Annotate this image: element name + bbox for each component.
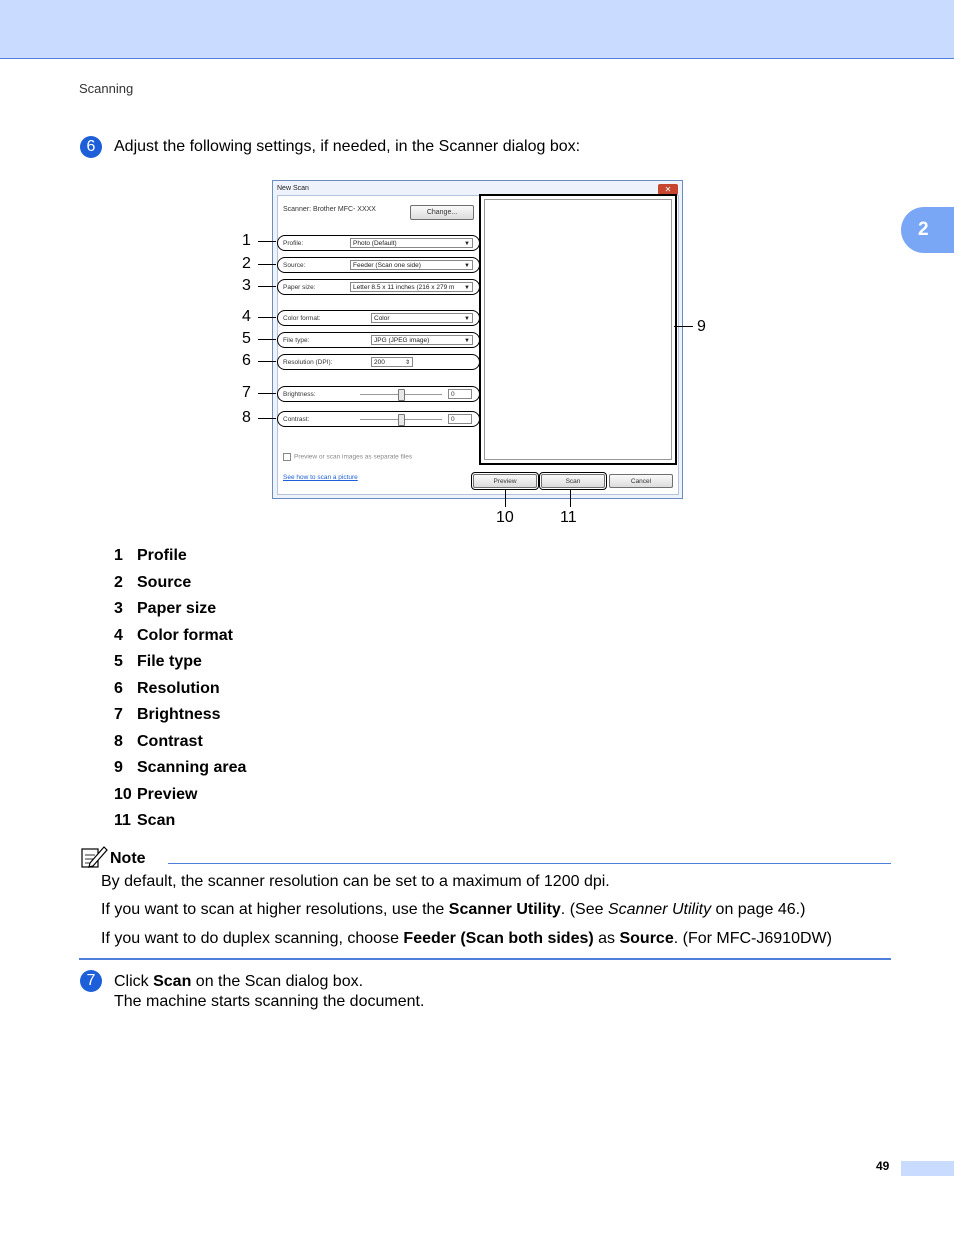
color-format-label: Color format:	[283, 315, 321, 322]
checkbox-icon	[283, 453, 291, 461]
callout-legend	[114, 546, 246, 838]
legend-item: 1 Profile	[114, 547, 187, 564]
note-paragraph: If you want to do duplex scanning, choose Feeder (Scan both sides) as Source. (For MFC-J6910DW)	[101, 930, 832, 947]
profile-label: Profile:	[283, 240, 304, 247]
legend-item: 10 Preview	[114, 785, 198, 803]
file-type-label: File type:	[283, 337, 310, 344]
step-number-badge: 7	[80, 970, 102, 992]
scanner-name: Scanner: Brother MFC- XXXX	[283, 206, 376, 213]
callout-leader	[258, 264, 276, 265]
step-result: The machine starts scanning the document.	[114, 993, 425, 1010]
callout-6: 6	[242, 352, 251, 369]
note-paragraph: By default, the scanner resolution can be set to a maximum of 1200 dpi.	[101, 873, 610, 890]
paper-size-label: Paper size:	[283, 284, 316, 291]
legend-item: 5 File type	[114, 653, 202, 670]
dropdown-arrow-icon: ▼	[464, 241, 470, 247]
dropdown-arrow-icon: ▼	[464, 316, 470, 322]
step-instruction: Adjust the following settings, if needed, in the Scanner dialog box:	[114, 138, 581, 155]
scanning-area	[479, 194, 677, 465]
preview-button[interactable]: Preview	[473, 474, 537, 488]
callout-2: 2	[242, 255, 251, 272]
note-divider-bottom	[79, 958, 891, 960]
separate-files-checkbox[interactable]: Preview or scan images as separate files	[283, 453, 412, 461]
file-type-select[interactable]: JPG (JPEG image) ▼	[371, 335, 473, 345]
note-paragraph: If you want to scan at higher resolutions, use the Scanner Utility. (See Scanner Utility on page 46.)	[101, 901, 806, 918]
file-type-row	[277, 332, 480, 348]
resolution-stepper[interactable]: 200 ⇕	[371, 357, 413, 367]
callout-11: 11	[560, 509, 577, 526]
change-button[interactable]: Change...	[410, 205, 474, 220]
dialog-title: New Scan	[277, 185, 309, 192]
legend-item: 6 Resolution	[114, 679, 220, 697]
contrast-label: Contrast:	[283, 416, 310, 423]
profile-select[interactable]: Photo (Default) ▼	[350, 238, 473, 248]
legend-item: 7 Brightness	[114, 706, 221, 723]
contrast-slider-thumb[interactable]	[398, 414, 405, 426]
legend-item: 11 Scan	[114, 812, 176, 829]
source-select[interactable]: Feeder (Scan one side) ▼	[350, 260, 473, 270]
legend-item: 4 Color format	[114, 626, 233, 644]
paper-size-select[interactable]: Letter 8.5 x 11 inches (216 x 279 m ▼	[350, 282, 473, 292]
resolution-label: Resolution (DPI):	[283, 359, 333, 366]
callout-4: 4	[242, 308, 251, 325]
scan-button[interactable]: Scan	[541, 474, 605, 488]
chapter-tab: 2	[901, 207, 954, 253]
note-divider	[168, 863, 891, 864]
cancel-button[interactable]: Cancel	[609, 474, 673, 488]
callout-leader	[258, 286, 276, 287]
source-row	[277, 257, 480, 273]
callout-leader	[258, 361, 276, 362]
callout-8: 8	[242, 409, 251, 426]
callout-leader	[674, 326, 693, 327]
resolution-row	[277, 354, 480, 370]
brightness-row	[277, 386, 480, 402]
callout-7: 7	[242, 384, 251, 401]
running-header: Scanning	[79, 81, 134, 96]
step-instruction: Click Scan on the Scan dialog box.	[114, 973, 364, 990]
step-number-badge: 6	[80, 136, 102, 158]
help-link[interactable]: See how to scan a picture	[283, 474, 358, 481]
dropdown-arrow-icon: ▼	[464, 285, 470, 291]
callout-leader	[258, 418, 276, 419]
note-title: Note	[110, 850, 146, 867]
legend-item: 9 Scanning area	[114, 759, 247, 776]
page-number: 49	[876, 1159, 890, 1173]
callout-leader	[258, 317, 276, 318]
brightness-value[interactable]: 0	[448, 389, 472, 399]
legend-item: 3 Paper size	[114, 600, 217, 617]
paper-size-row	[277, 279, 480, 295]
callout-leader	[258, 339, 276, 340]
contrast-value[interactable]: 0	[448, 414, 472, 424]
brightness-slider-thumb[interactable]	[398, 389, 405, 401]
top-banner	[0, 0, 954, 59]
callout-3: 3	[242, 277, 251, 294]
spin-arrows-icon: ⇕	[404, 360, 410, 366]
source-label: Source:	[283, 262, 306, 269]
legend-item: 8 Contrast	[114, 732, 203, 750]
callout-leader	[258, 393, 276, 394]
profile-row	[277, 235, 480, 251]
contrast-row	[277, 411, 480, 427]
callout-9: 9	[697, 318, 706, 335]
close-icon[interactable]: ✕	[658, 184, 678, 195]
callout-1: 1	[242, 232, 251, 249]
callout-leader	[258, 241, 276, 242]
dropdown-arrow-icon: ▼	[464, 338, 470, 344]
callout-leader	[505, 489, 506, 507]
callout-5: 5	[242, 330, 251, 347]
note-pencil-icon	[80, 845, 108, 869]
color-format-row	[277, 310, 480, 326]
scanning-area-frame	[484, 199, 672, 460]
legend-item: 2 Source	[114, 573, 192, 591]
brightness-label: Brightness:	[283, 391, 316, 398]
footer-bar	[901, 1161, 954, 1176]
callout-10: 10	[496, 509, 514, 526]
color-format-select[interactable]: Color ▼	[371, 313, 473, 323]
dropdown-arrow-icon: ▼	[464, 263, 470, 269]
callout-leader	[570, 489, 571, 507]
